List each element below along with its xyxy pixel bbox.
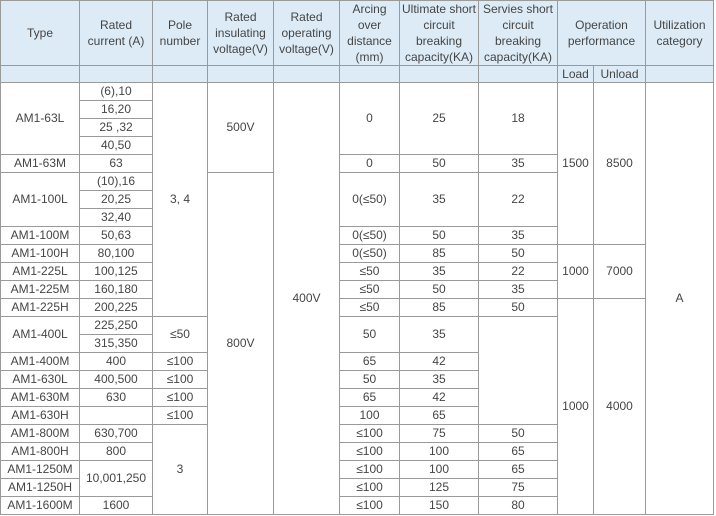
header-type: Type — [1, 1, 80, 66]
service-capacity-cell: 50 — [479, 299, 558, 317]
table-row — [1, 299, 714, 317]
type-cell: AM1-630M — [1, 389, 80, 407]
arcing-cell: ≤100 — [340, 425, 400, 443]
service-capacity-cell: 50 — [479, 425, 558, 443]
operating-voltage-cell: 400V — [274, 83, 340, 515]
ultimate-capacity-cell: 65 — [340, 389, 400, 407]
unload-cell: 4000 — [594, 299, 646, 515]
ultimate-capacity-cell: 35 — [400, 263, 479, 281]
ultimate-capacity-cell: 25 — [400, 83, 479, 155]
type-cell: AM1-400L — [1, 317, 80, 353]
header-rated-insulating-voltage: Rated insulating voltage(V) — [208, 1, 274, 66]
arcing-cell: ≤100 — [340, 461, 400, 479]
arcing-cell: 0 — [340, 155, 400, 173]
header-utilization-category: Utilization category — [646, 1, 714, 66]
ultimate-capacity-cell: 75 — [400, 425, 479, 443]
header-operation-performance: Operation performance — [558, 1, 646, 66]
ultimate-capacity-cell: 100 — [400, 461, 479, 479]
type-cell: AM1-800H — [1, 443, 80, 461]
current-cell: 400,500 — [80, 371, 153, 389]
load-cell: 1000 — [558, 299, 594, 515]
current-cell: 50,63 — [80, 227, 153, 245]
arcing-cell: ≤100 — [340, 479, 400, 497]
type-cell: AM1-630H — [1, 407, 80, 425]
type-cell: AM1-225L — [1, 263, 80, 281]
insulating-voltage-cell: 800V — [208, 173, 274, 515]
header-arcing-over-distance: Arcing over distance (mm) — [340, 1, 400, 66]
arcing-cell: ≤50 — [340, 281, 400, 299]
load-cell: 1000 — [558, 245, 594, 299]
table-row — [1, 245, 714, 263]
type-cell: AM1-800M — [1, 425, 80, 443]
header-pole-number: Pole number — [153, 1, 208, 66]
ultimate-capacity-cell: 85 — [400, 245, 479, 263]
type-cell: AM1-100L — [1, 173, 80, 227]
current-cell: (10),16 — [80, 173, 153, 191]
current-cell: 10,001,250 — [80, 461, 153, 497]
ultimate-capacity-cell: 50 — [400, 155, 479, 173]
current-cell: 400 — [80, 353, 153, 371]
arcing-cell: ≤50 — [340, 263, 400, 281]
current-cell: 80,100 — [80, 245, 153, 263]
pole-cell: 3, 4 — [153, 83, 208, 317]
subheader-load: Load — [558, 66, 594, 83]
service-capacity-cell: 18 — [479, 83, 558, 155]
subheader-blank — [274, 66, 340, 83]
header-row — [1, 1, 714, 66]
arcing-cell: 0(≤50) — [340, 173, 400, 227]
subheader-blank — [80, 66, 153, 83]
subheader-blank — [400, 66, 479, 83]
service-capacity-cell: 22 — [479, 173, 558, 227]
subheader-unload: Unload — [594, 66, 646, 83]
utilization-cell: A — [646, 83, 714, 515]
service-capacity-cell: 35 — [479, 155, 558, 173]
subheader-blank — [646, 66, 714, 83]
current-cell: (6),10 — [80, 83, 153, 101]
ultimate-capacity-cell: 100 — [340, 407, 400, 425]
header-service-breaking-capacity: Servies short circuit breaking capacity(KA) — [479, 1, 558, 66]
current-cell: 630,700 — [80, 425, 153, 443]
type-cell: AM1-225M — [1, 281, 80, 299]
service-capacity-cell: 80 — [479, 497, 558, 515]
current-cell: 630 — [80, 389, 153, 407]
arcing-cell: ≤100 — [153, 371, 208, 389]
service-capacity-cell: 50 — [479, 245, 558, 263]
header-rated-operating-voltage: Rated operating voltage(V) — [274, 1, 340, 66]
type-cell: AM1-1250M — [1, 461, 80, 479]
ultimate-capacity-cell: 50 — [340, 317, 400, 353]
service-capacity-cell: 65 — [400, 407, 479, 425]
service-capacity-cell: 42 — [400, 353, 479, 371]
arcing-cell: 0 — [340, 83, 400, 155]
service-capacity-cell: 35 — [400, 371, 479, 389]
header-ultimate-breaking-capacity: Ultimate short circuit breaking capacity(KA) — [400, 1, 479, 66]
current-cell: 25 ,32 — [80, 119, 153, 137]
type-cell: AM1-630L — [1, 371, 80, 389]
arcing-cell: 0(≤50) — [340, 245, 400, 263]
type-cell: AM1-63L — [1, 83, 80, 155]
service-capacity-cell: 35 — [479, 281, 558, 299]
service-capacity-cell: 75 — [479, 479, 558, 497]
load-cell: 1500 — [558, 83, 594, 245]
subheader-blank — [153, 66, 208, 83]
current-cell: 20,25 — [80, 191, 153, 209]
service-capacity-cell: 35 — [400, 317, 479, 353]
subheader-blank — [479, 66, 558, 83]
subheader-blank — [1, 66, 80, 83]
current-cell: 160,180 — [80, 281, 153, 299]
unload-cell: 7000 — [594, 245, 646, 299]
subheader-row — [1, 66, 714, 83]
table-row — [1, 83, 714, 101]
ultimate-capacity-cell: 125 — [400, 479, 479, 497]
current-cell: 800 — [80, 443, 153, 461]
arcing-cell: ≤50 — [340, 299, 400, 317]
ultimate-capacity-cell: 35 — [400, 173, 479, 227]
ultimate-capacity-cell: 150 — [400, 497, 479, 515]
current-cell: 100,125 — [80, 263, 153, 281]
current-cell: 32,40 — [80, 209, 153, 227]
current-cell: 16,20 — [80, 101, 153, 119]
current-cell — [80, 407, 153, 425]
current-cell: 40,50 — [80, 137, 153, 155]
ultimate-capacity-cell: 100 — [400, 443, 479, 461]
subheader-blank — [208, 66, 274, 83]
type-cell: AM1-100M — [1, 227, 80, 245]
type-cell: AM1-225H — [1, 299, 80, 317]
type-cell: AM1-1600M — [1, 497, 80, 515]
subheader-blank — [340, 66, 400, 83]
ultimate-capacity-cell: 50 — [340, 371, 400, 389]
arcing-cell: ≤50 — [153, 317, 208, 353]
arcing-cell: 0(≤50) — [340, 227, 400, 245]
type-cell: AM1-63M — [1, 155, 80, 173]
type-cell: AM1-1250H — [1, 479, 80, 497]
arcing-cell: ≤100 — [340, 497, 400, 515]
service-capacity-cell: 65 — [479, 461, 558, 479]
arcing-cell: ≤100 — [153, 353, 208, 371]
service-capacity-cell: 42 — [400, 389, 479, 407]
ultimate-capacity-cell: 50 — [400, 227, 479, 245]
current-cell: 200,225 — [80, 299, 153, 317]
arcing-cell: ≤100 — [340, 443, 400, 461]
current-cell: 1600 — [80, 497, 153, 515]
insulating-voltage-cell: 500V — [208, 83, 274, 173]
arcing-cell: ≤100 — [153, 389, 208, 407]
pole-cell: 3 — [153, 425, 208, 515]
service-capacity-cell: 65 — [479, 443, 558, 461]
service-capacity-cell: 22 — [479, 263, 558, 281]
arcing-cell: ≤100 — [153, 407, 208, 425]
current-cell: 315,350 — [80, 335, 153, 353]
service-capacity-cell: 35 — [479, 227, 558, 245]
type-cell: AM1-400M — [1, 353, 80, 371]
ultimate-capacity-cell: 50 — [400, 281, 479, 299]
current-cell: 63 — [80, 155, 153, 173]
ultimate-capacity-cell: 85 — [400, 299, 479, 317]
current-cell: 225,250 — [80, 317, 153, 335]
unload-cell: 8500 — [594, 83, 646, 245]
type-cell: AM1-100H — [1, 245, 80, 263]
header-rated-current: Rated current (A) — [80, 1, 153, 66]
ultimate-capacity-cell: 65 — [340, 353, 400, 371]
